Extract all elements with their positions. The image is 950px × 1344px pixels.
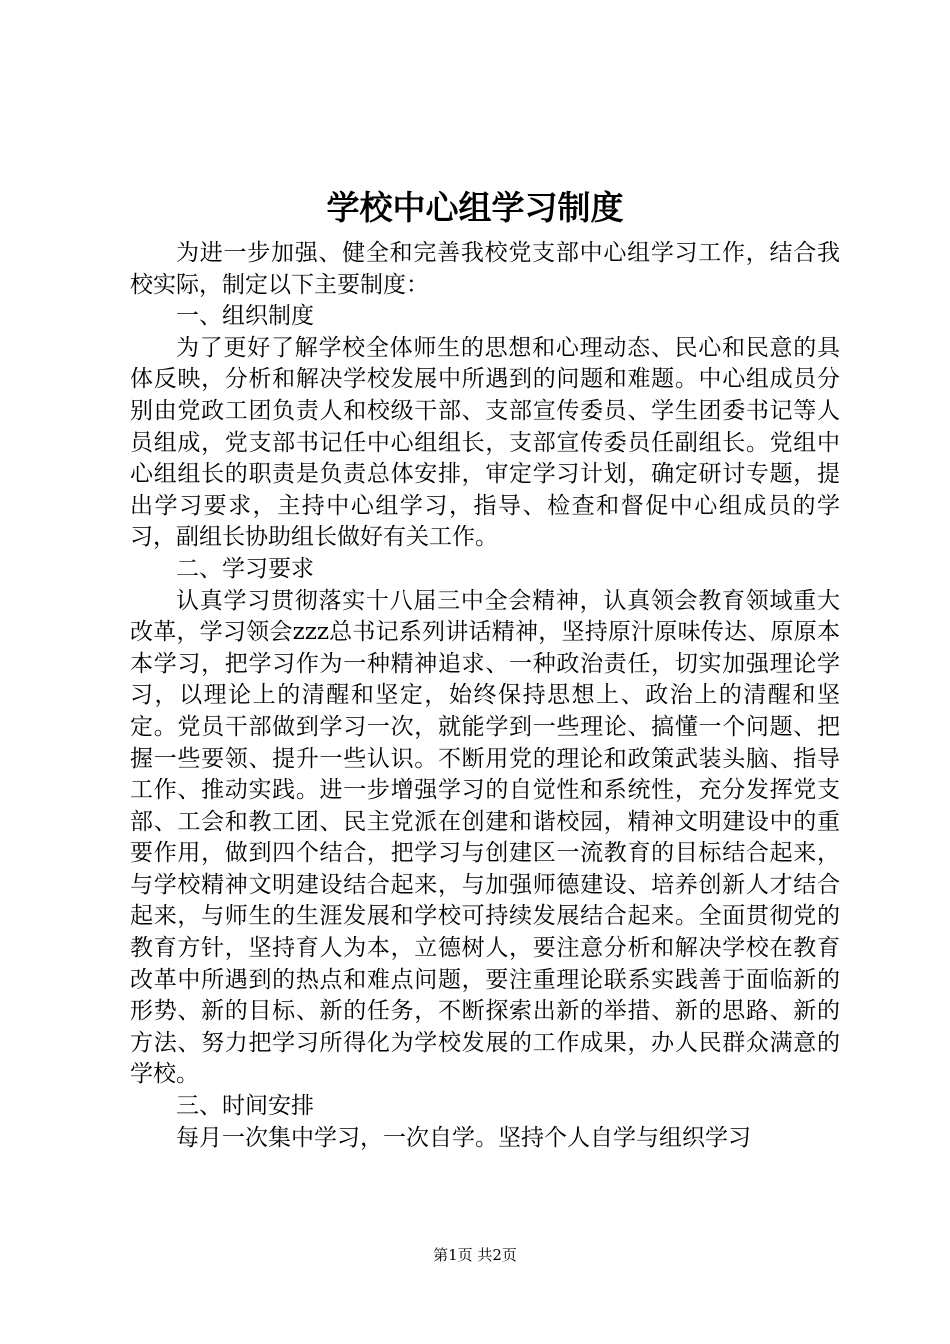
page-number-footer: 第1页 共2页 [433, 1246, 517, 1264]
schedule-paragraph: 每月一次集中学习，一次自学。坚持个人自学与组织学习 [176, 1124, 751, 1151]
organization-paragraph: 为了更好了解学校全体师生的思想和心理动态、民心和民意的具体反映，分析和解决学校发展中所遇到的问题和难题。中心组成员分别由党政工团负责人和校级干部、支部宣传委员、学生团委书记等人员组成，党支部书记任中心组组长，支部宣传委员任副组长。党组中心组组长的职责是负责总体安排，审定学习计划，确定研讨专题，提出学习要求，主持中心组学习，指导、检查和督促中心组成员的学习，副组长协助组长做好有关工作。 [130, 334, 840, 551]
requirements-paragraph: 认真学习贯彻落实十八届三中全会精神，认真领会教育领域重大改革，学习领会zzz总书记系列讲话精神，坚持原汁原味传达、原原本本学习，把学习作为一种精神追求、一种政治责任，切实加强理论学习，以理论上的清醒和坚定，始终保持思想上、政治上的清醒和坚定。党员干部做到学习一次，就能学到一些理论、搞懂一个问题、把握一些要领、提升一些认识。不断用党的理论和政策武装头脑、指导工作、推动实践。进一步增强学习的自觉性和系统性，充分发挥党支部、工会和教工团、民主党派在创建和谐校园，精神文明建设中的重要作用，做到四个结合，把学习与创建区一流教育的目标结合起来，与学校精神文明建设结合起来，与加强师德建设、培养创新人才结合起来，与师生的生涯发展和学校可持续发展结合起来。全面贯彻党的教育方针，坚持育人为本，立德树人，要注意分析和解决学校在教育改革中所遇到的热点和难点问题，要注重理论联系实践善于面临新的形势、新的目标、新的任务，不断探索出新的举措、新的思路、新的方法、努力把学习所得化为学校发展的工作成果，办人民群众满意的学校。 [130, 587, 840, 1088]
section-heading-organization: 一、组织制度 [176, 303, 314, 330]
document-body [130, 238, 840, 1154]
section-heading-schedule: 三、时间安排 [176, 1093, 314, 1120]
document-title: 学校中心组学习制度 [326, 188, 624, 227]
intro-paragraph: 为进一步加强、健全和完善我校党支部中心组学习工作，结合我校实际，制定以下主要制度： [130, 240, 840, 298]
section-heading-requirements: 二、学习要求 [176, 555, 314, 582]
